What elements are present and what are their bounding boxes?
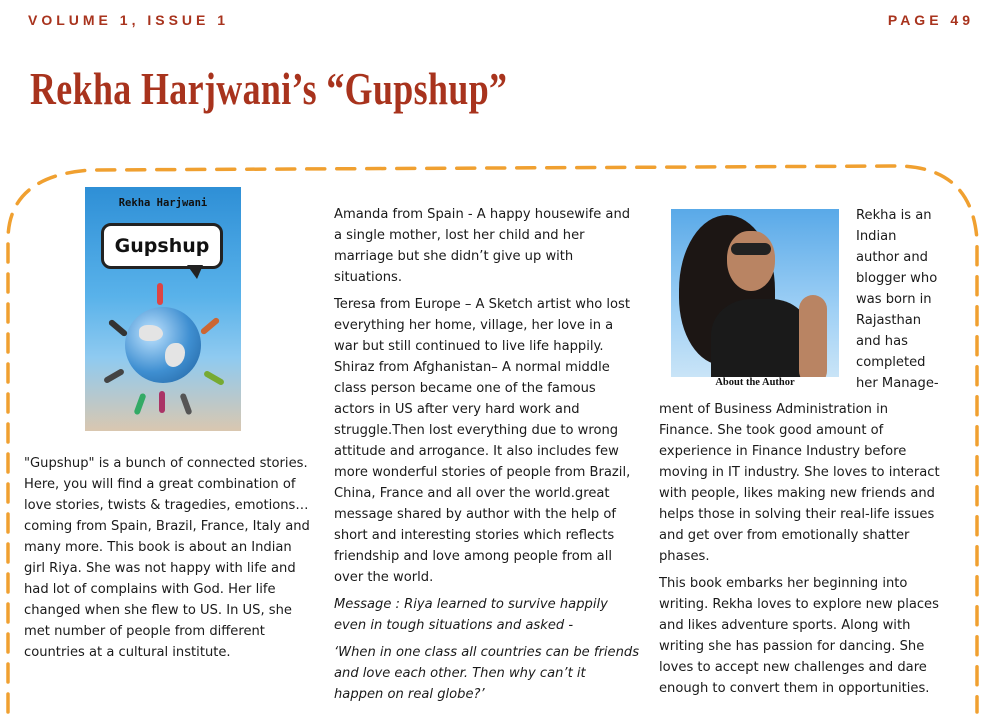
book-description: "Gupshup" is a bunch of connected stories. Here, you will find a great combination of love stories, twists & tragedies, emotions… coming from Spain, Brazil, France, Italy and many more. This book is about an Indian girl Riya. She was not happy with life and had lot of complains with God. Her life changed when she flew to US. In US, she met number of people from different countries at a cultural institute. xyxy=(24,456,310,660)
author-passion: This book embarks her beginning into writing. Rekha loves to explore new places and likes adventure sports. Along with writing she has passion for dancing. She loves to accept new challenges and dare enough to convert them in opportunities. xyxy=(659,576,939,696)
author-photo xyxy=(671,209,839,377)
figure-icon xyxy=(108,319,129,338)
cover-title: Gupshup xyxy=(114,235,210,257)
cover-title-bubble xyxy=(101,223,223,269)
sunglasses-icon xyxy=(731,243,771,255)
figure-icon xyxy=(200,317,221,336)
issue-label: VOLUME 1, ISSUE 1 xyxy=(28,12,230,28)
book-cover-image xyxy=(85,187,241,431)
author-intro: Rekha is an Indian author and blogger who was born in Rajasthan and has completed her Manage- xyxy=(856,208,939,391)
figure-icon xyxy=(103,368,125,384)
photo-caption: About the Author xyxy=(715,377,795,388)
figure-icon xyxy=(157,283,163,305)
story-amanda: Amanda from Spain - A happy housewife and a single mother, lost her child and her marriage but she didn’t give up with situations. xyxy=(334,207,631,285)
column-1 xyxy=(24,453,314,669)
column-3 xyxy=(659,399,943,705)
author-bio: ment of Business Administration in Finance. She took good amount of experience in Finance Industry before moving in IT industry. She loves to interact with people, likes making new friends and helps those in solving their real-life issues and get over from emotionally shatter phases. xyxy=(659,402,940,564)
globe-icon xyxy=(125,307,201,383)
book-message: Message : Riya learned to survive happily even in tough situations and asked - xyxy=(334,597,608,633)
cover-author: Rekha Harjwani xyxy=(118,197,208,209)
story-teresa-shiraz: Teresa from Europe – A Sketch artist who lost everything her home, village, her love in a war but still continued to live life happily. Shiraz from Afghanistan– A normal middle class person became one of the famous actors in US after very hard work and struggle.Then lost everything due to wrong attitude and arrogance. It also includes few more wonderful stories of people from Brazil, China, France and all over the world.great message shared by author with the help of short and interesting stories which reflects friendship and love among people from all over the world. xyxy=(334,297,631,585)
figure-icon xyxy=(133,393,146,416)
figure-icon xyxy=(179,393,192,416)
article-title: Rekha Harjwani’s “Gupshup” xyxy=(30,63,508,114)
figure-icon xyxy=(203,370,225,386)
book-quote: ‘When in one class all countries can be friends and love each other. Then why can’t it happen on real globe?’ xyxy=(334,645,640,702)
figure-icon xyxy=(159,391,165,413)
page-number: PAGE 49 xyxy=(887,12,974,28)
bubble-tail xyxy=(187,265,203,279)
column-2 xyxy=(334,204,639,711)
